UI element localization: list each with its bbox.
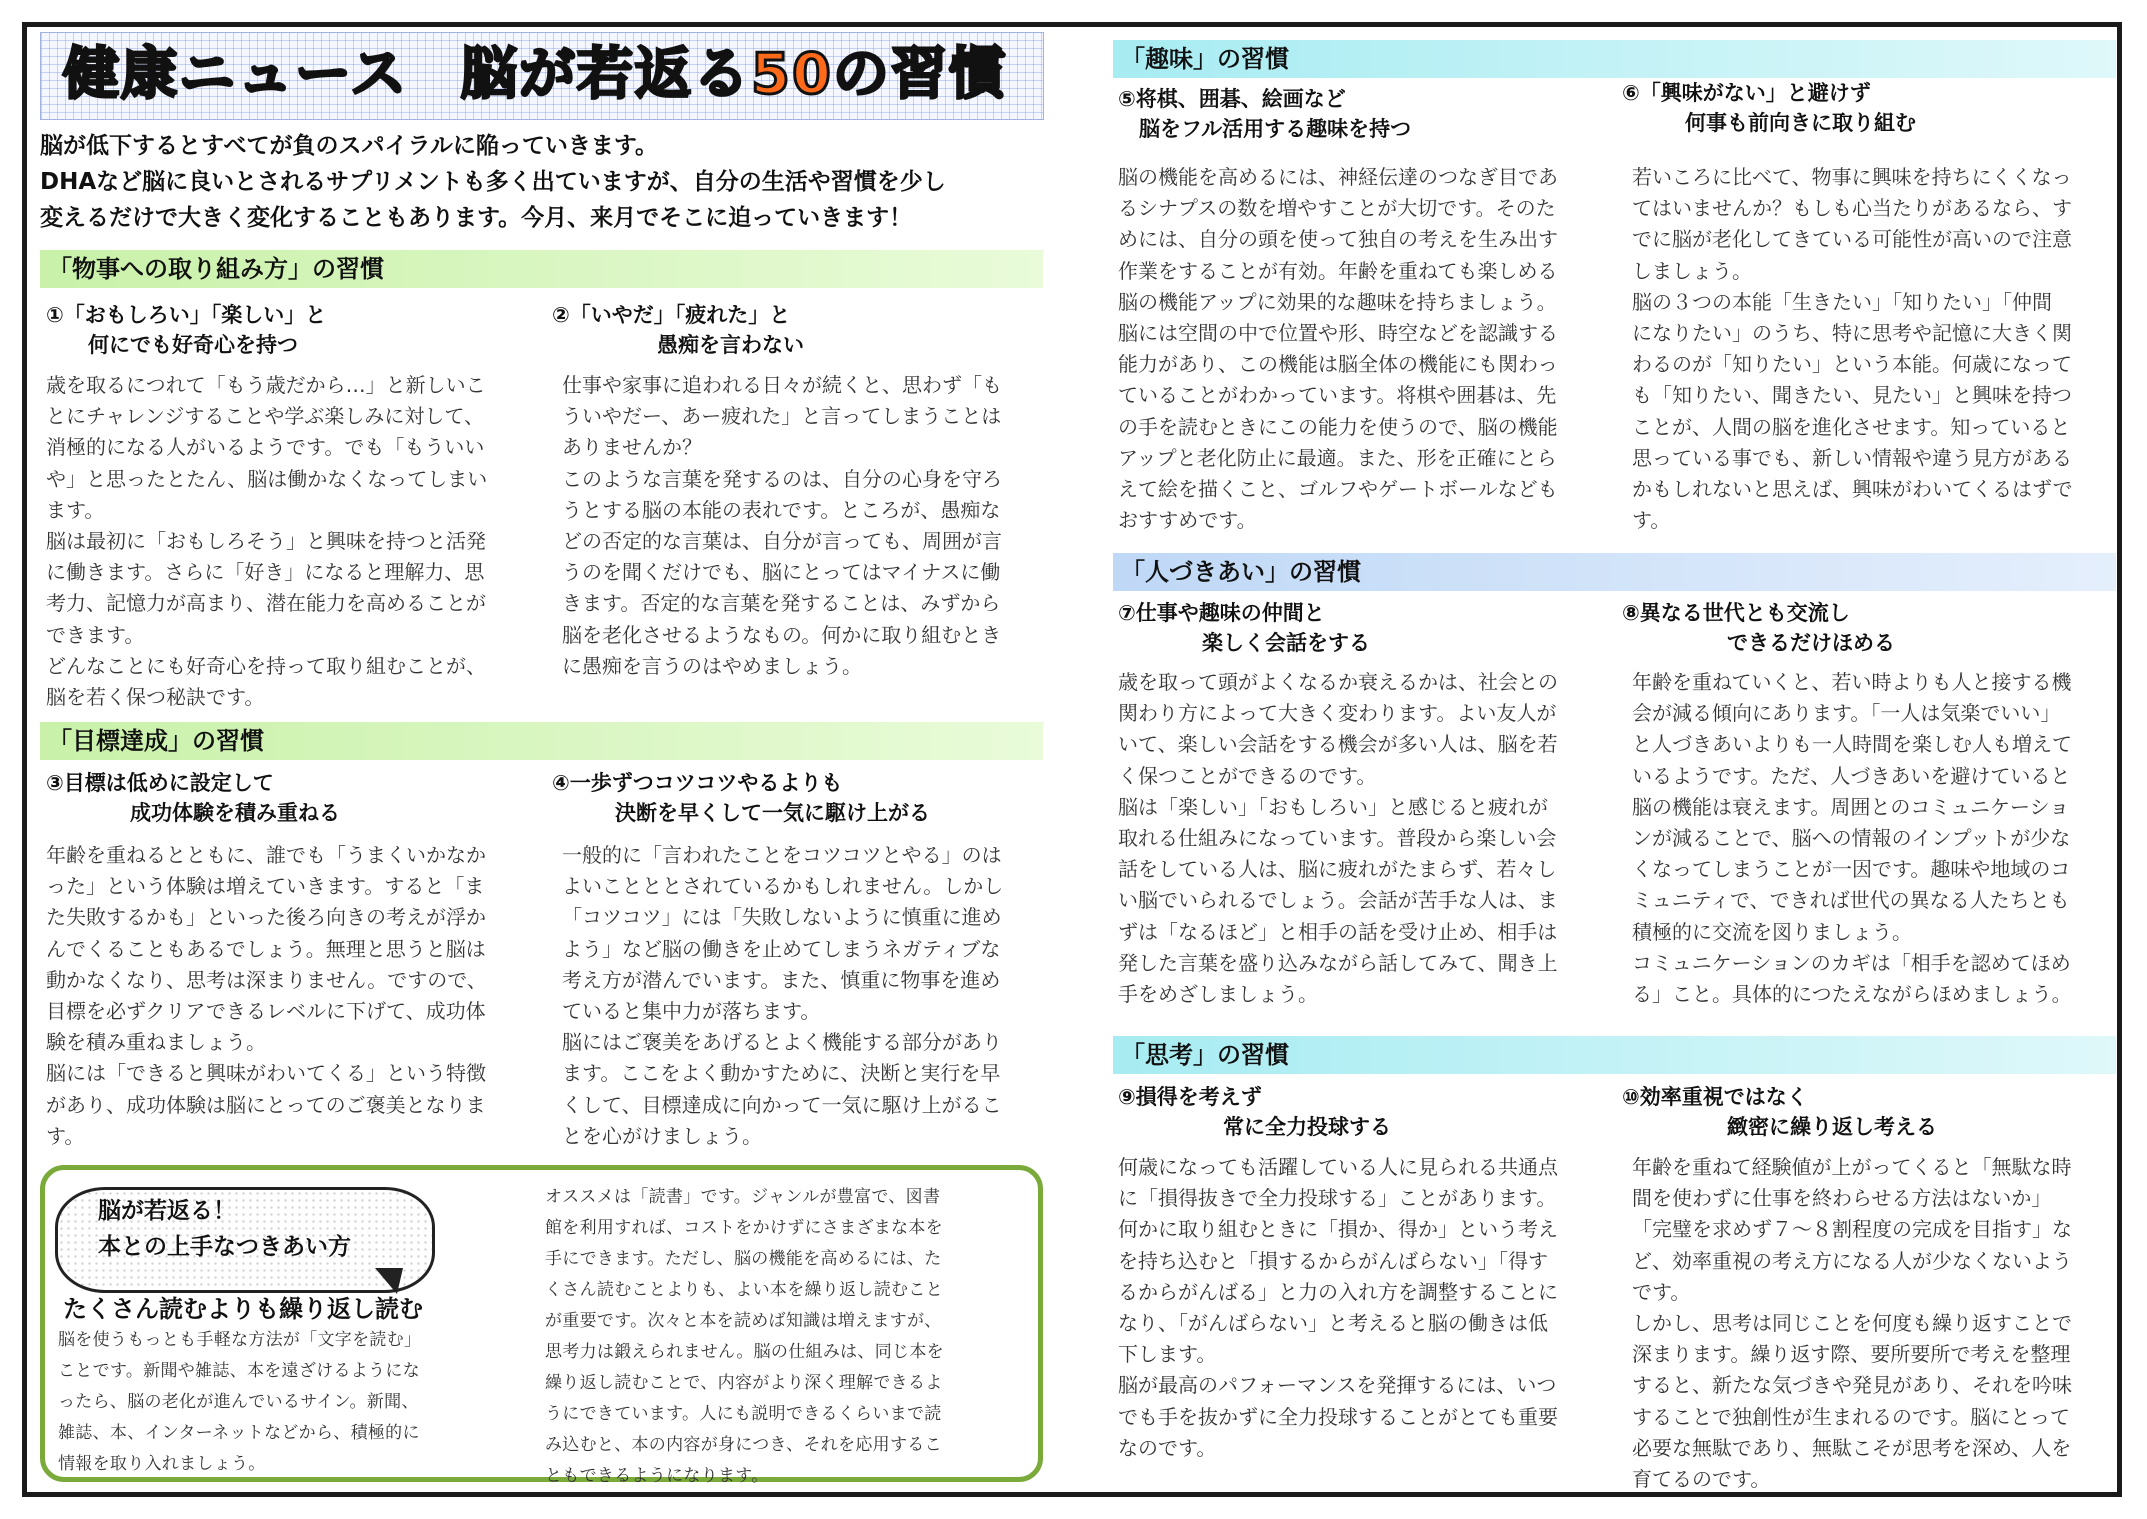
body-line: ていると集中力が落ちます。 [562,999,821,1024]
body-line: くして、目標達成に向かって一気に駆け上がるこ [562,1092,1002,1117]
section-title-approach: 「物事への取り組み方」の習慣 [40,250,1043,288]
habit-title-line: ⑦仕事や趣味の仲間と [1118,601,1325,625]
body-line: を持ち込むと「損するからがんばらない」「得す [1118,1248,1548,1273]
speech-bubble-tail [375,1268,403,1294]
body-line: 思っている事でも、新しい情報や違う見方がある [1632,445,2072,470]
body-line: ンが減ることで、脳への情報のインプットが少な [1632,826,2071,851]
body-line: すると、新たな気づきや発見があり、それを吟味 [1632,1373,2072,1398]
body-line: 脳の機能アップに効果的な趣味を持ちましょう。 [1118,289,1557,314]
intro-line: DHAなど脳に良いとされるサプリメントも多く出ていますが、自分の生活や習慣を少し [40,169,946,195]
body-line: 作業をすることが有効。年齢を重ねても楽しめる [1118,258,1558,283]
body-line: 験を積み重ねましょう。 [46,1030,266,1055]
body-line: 育てるのです。 [1632,1467,1771,1492]
body-line: かもしれないと思えば、興味がわいてくるはずで [1632,477,2073,502]
habit-body-3 [46,840,487,1152]
body-line: 館を利用すれば、コストをかけずにさまざまな本を [545,1218,943,1238]
body-line: 年齢を重ねていくと、若い時よりも人と接する機 [1632,670,2072,694]
body-line: なり、「がんばらない」と考えると脳の働きは低 [1118,1311,1548,1336]
habit-title-line: ⑩効率重視ではなく [1622,1085,1808,1109]
section-title-hobby: 「趣味」の習慣 [1113,40,2116,78]
body-line: す。 [46,1123,85,1148]
title-banner [40,32,1044,120]
body-line: 発した言葉を盛り込みながら話してみて、聞き上 [1118,950,1558,975]
habit-body-9 [1118,1152,1558,1464]
body-line: 深まります。繰り返す際、要所要所で考えを整理 [1632,1342,2071,1367]
body-line: 脳には「できると興味がわいてくる」という特徴 [46,1061,486,1086]
body-line: ったら、脳の老化が進んでいるサイン。新聞、 [58,1392,419,1412]
body-line: でに脳が老化してきている可能性が高いので注意 [1632,227,2072,252]
habit-title-line: ②「いやだ」「疲れた」と [552,303,791,327]
body-line: ミュニティで、できれば世代の異なる人たちとも [1632,888,2070,913]
body-line: ことが、人間の脳を進化させます。知っていると [1632,414,2071,439]
body-line: に「損得抜きで全力投球する」ことがあります。 [1118,1186,1557,1211]
body-line: 脳を若く保つ秘訣です。 [46,685,265,710]
body-line: る」こと。具体的につたえながらほめましょう。 [1632,982,2072,1007]
body-line: このような言葉を発するのは、自分の心身を守ろ [562,466,1002,491]
body-line: 話をしている人は、脳に疲れがたまらず、若々し [1118,857,1557,882]
habit-title-10 [1622,1082,1937,1142]
body-line: 消極的になる人がいるようです。でも「もういい [46,435,485,460]
habit-title-line: 愚痴を言わない [552,333,804,357]
body-line: った」という体験は増えていきます。すると「ま [46,874,485,899]
body-line: くさん読むことよりも、よい本を繰り返し読むこと [545,1280,943,1300]
body-line: しかし、思考は同じことを何度も繰り返すことで [1632,1311,2072,1336]
body-line: ど、効率重視の考え方になる人が少なくないよう [1632,1248,2072,1273]
habit-title-line: ⑨損得を考えず [1118,1085,1262,1109]
body-line: しましょう。 [1632,258,1752,283]
body-line: す。 [1632,508,1671,533]
body-line: があり、成功体験は脳にとってのご褒美となりま [46,1092,486,1117]
habit-title-6 [1622,78,1916,138]
body-line: 歳を取って頭がよくなるか衰えるかは、社会との [1118,670,1558,694]
habit-title-line: ④一歩ずつコツコツやるよりも [552,771,843,795]
body-line: ともできるようになります。 [545,1466,769,1486]
body-line: 仕事や家事に追われる日々が続くと、思わず「も [562,373,1002,397]
body-line: や」と思ったとたん、脳は働かなくなってしまい [46,466,488,491]
habit-body-2 [562,370,1002,682]
body-line: 考え方が潜んでいます。また、慎重に物事を進め [562,967,1001,992]
body-line: できます。 [46,622,145,647]
intro-line: 脳が低下するとすべてが負のスパイラルに陥っていきます。 [40,133,659,159]
section-title-goal: 「目標達成」の習慣 [40,722,1043,760]
body-line: ことです。新聞や雑誌、本を遠ざけるようにな [58,1361,420,1381]
body-line: 手をめざしましょう。 [1118,982,1318,1007]
body-line: 年齢を重ねて経験値が上がってくると「無駄な時 [1632,1155,2072,1179]
body-line: 何かに取り組むときに「損か、得か」という考え [1118,1217,1558,1242]
body-line: に働きます。さらに「好き」になると理解力、思 [46,560,485,585]
section-title-thinking: 「思考」の習慣 [1113,1036,2116,1074]
body-line: てはいませんか？もしも心当たりがあるなら、す [1632,196,2072,221]
body-line: いて、楽しい会話をする機会が多い人は、脳を若 [1118,732,1558,757]
habit-title-8 [1622,598,1895,658]
section-title-relations: 「人づきあい」の習慣 [1113,553,2116,591]
habit-body-7 [1118,667,1558,1010]
body-line: なのです。 [1118,1435,1217,1460]
habit-title-line: ③目標は低めに設定して [46,771,274,795]
body-line: 年齢を重ねるとともに、誰でも「うまくいかなか [46,843,486,867]
body-line: ありませんか？ [562,435,702,460]
body-line: が重要です。次々と本を読めば知識は増えますが、 [545,1311,942,1331]
book-subtitle: たくさん読むよりも繰り返し読む [63,1295,423,1323]
body-line: 目標を必ずクリアできるレベルに下げて、成功体 [46,999,486,1024]
body-line: 脳を老化させるようなもの。何かに取り組むとき [562,622,1002,647]
habit-body-6 [1632,162,2073,536]
body-line: んでくることもあるでしょう。無理と思うと脳は [46,936,486,961]
body-line: うにできています。人にも説明できるくらいまで読 [545,1404,942,1424]
body-line: 関わり方によって大きく変わります。よい友人が [1118,701,1557,726]
intro-line: 変えるだけで大きく変化することもあります。今月、来月でそこに迫っていきます！ [40,205,913,231]
habit-title-line: ⑥「興味がない」と避けず [1622,81,1871,105]
body-line: うのを聞くだけでも、脳にとってはマイナスに働 [562,560,1001,585]
body-line: 脳の３つの本能「生きたい」「知りたい」「仲間 [1632,289,2052,314]
habit-title-line: 緻密に繰り返し考える [1622,1115,1937,1139]
body-line: 思考力は鍛えられません。脳の仕組みは、同じ本を [545,1342,944,1362]
habit-title-line: 何事も前向きに取り組む [1622,111,1916,135]
body-line: いるようです。ただ、人づきあいを避けていると [1632,763,2071,788]
body-line: えて絵を描くこと、ゴルフやゲートボールなども [1118,477,1558,502]
body-line: ういやだー、あー疲れた」と言ってしまうことは [562,404,1002,429]
habit-body-8 [1632,667,2072,1010]
body-line: 手にできます。ただし、脳の機能を高めるには、た [545,1249,942,1269]
banner-left-title: 健康ニュース [63,42,409,107]
habit-title-5 [1118,84,1411,144]
body-line: た失敗するかも」といった後ろ向きの考えが浮か [46,905,486,930]
body-line: どんなことにも好奇心を持って取り組むことが、 [46,653,486,678]
body-line: 脳の機能を高めるには、神経伝達のつなぎ目であ [1118,165,1558,189]
habit-title-line: ⑤将棋、囲碁、絵画など [1118,87,1346,111]
body-line: 積極的に交流を図りましょう。 [1632,919,1912,944]
habit-title-line: 決断を早くして一気に駆け上がる [552,801,930,825]
body-line: おすすめです。 [1118,508,1257,533]
habit-body-4 [562,840,1003,1152]
body-line: コミュニケーションのカギは「相手を認めてほめ [1632,950,2071,975]
body-line: オススメは「読書」です。ジャンルが豊富で、図書 [545,1187,941,1207]
body-line: ます。 [46,497,105,522]
body-line: 「完璧を求めず７～８割程度の完成を目指す」な [1632,1217,2072,1242]
body-line: ていることがわかっています。将棋や囲碁は、先 [1118,383,1557,408]
body-line: 脳の機能は衰えます。周囲とのコミュニケーショ [1632,794,2070,819]
habit-title-line: 常に全力投球する [1118,1115,1391,1139]
body-line: 動かなくなり、思考は深まりません。ですので、 [46,967,487,992]
body-line: の手を読むときにこの能力を使うので、脳の機能 [1118,414,1558,439]
body-line: 繰り返し読むことで、内容がより深く理解できるよ [545,1373,943,1393]
habit-body-1 [46,370,487,713]
body-line: 「コツコツ」には「失敗しないように慎重に進め [562,905,1002,930]
habit-title-line: 成功体験を積み重ねる [46,801,340,825]
body-line: 脳が最高のパフォーマンスを発揮するには、いつ [1118,1373,1557,1398]
body-line: 能力があり、この機能は脳全体の機能にも関わっ [1118,352,1558,377]
body-line: でも手を抜かずに全力投球することがとても重要 [1118,1404,1558,1429]
body-line: 会が減る傾向にあります。「一人は気楽でいい」 [1632,701,2061,726]
body-line: ずは「なるほど」と相手の話を受け止め、相手は [1118,919,1558,944]
habit-title-line: ⑧異なる世代とも交流し [1622,601,1850,625]
body-line: きます。否定的な言葉を発することは、みずから [562,591,1001,616]
body-line: わるのが「知りたい」という本能。何歳になって [1632,352,2072,377]
body-line: くなってしまうことが一因です。趣味や地域のコ [1632,857,2071,882]
body-line: 雑誌、本、インターネットなどから、積極的に [58,1423,420,1443]
body-line: アップと老化防止に最適。また、形を正確にとら [1118,445,1557,470]
habit-title-line: 脳をフル活用する趣味を持つ [1118,117,1412,141]
habit-title-line: 何にでも好奇心を持つ [46,333,298,357]
body-line: と人づきあいよりも一人時間を楽しむ人も増えて [1632,732,2072,757]
body-line: よう」など脳の働きを止めてしまうネガティブな [562,936,1001,961]
body-line: 若いころに比べて、物事に興味を持ちにくくなっ [1632,165,2072,189]
bubble-line-1: 脳が若返る！ [98,1198,236,1224]
book-body-left [58,1325,421,1480]
body-line: よいことととされているかもしれません。しかし [562,874,1004,899]
body-line: 間を使わずに仕事を終わらせる方法はないか」 [1632,1186,2052,1211]
habit-title-line: 楽しく会話をする [1118,631,1370,655]
body-line: るからがんばる」と力の入れ方を調整することに [1118,1279,1558,1304]
body-line: 脳を使うもっとも手軽な方法が「文字を読む」 [58,1330,422,1350]
body-line: 必要な無駄であり、無駄こそが思考を深め、人を [1632,1435,2072,1460]
body-line: 考力、記憶力が高まり、潜在能力を高めることが [46,591,486,616]
body-line: に愚痴を言うのはやめましょう。 [562,653,862,678]
habit-title-3 [46,768,340,828]
body-line: 脳には空間の中で位置や形、時空などを認識する [1118,321,1558,346]
body-line: することで独創性が生まれるのです。脳にとって [1632,1404,2070,1429]
body-line: とを心がけましょう。 [562,1123,762,1148]
habit-title-1 [46,300,326,360]
book-body-right [545,1182,944,1492]
habit-title-line: ①「おもしろい」「楽しい」と [46,303,327,327]
habit-title-2 [552,300,804,360]
body-line: とにチャレンジすることや学ぶ楽しみに対して、 [46,404,484,429]
intro-text [40,128,1050,236]
body-line: も「知りたい、聞きたい、見たい」と興味を持つ [1632,383,2072,408]
body-line: み込むと、本の内容が身につき、それを応用するこ [545,1435,942,1455]
habit-title-9 [1118,1082,1391,1142]
body-line: 脳は「楽しい」「おもしろい」と感じると疲れが [1118,794,1548,819]
body-line: 脳にはご褒美をあげるとよく機能する部分があり [562,1030,1002,1055]
body-line: 歳を取るにつれて「もう歳だから…」と新しいこ [46,373,486,397]
body-line: 一般的に「言われたことをコツコツとやる」のは [562,843,1002,867]
banner-right-title: 脳が若返る50の習慣 [461,42,1007,107]
body-line: ます。ここをよく動かすために、決断と実行を早 [562,1061,1001,1086]
habit-body-10 [1632,1152,2072,1495]
habit-title-7 [1118,598,1370,658]
habit-body-5 [1118,162,1558,536]
body-line: るシナプスの数を増やすことが大切です。そのた [1118,196,1556,221]
bubble-line-2: 本との上手なつきあい方 [98,1234,351,1260]
body-line: めには、自分の頭を使って独自の考えを生み出す [1118,227,1558,252]
body-line: うとする脳の本能の表れです。ところが、愚痴な [562,497,1001,522]
body-line: になりたい」のうち、特に思考や記憶に大きく関 [1632,321,2072,346]
body-line: い脳でいられるでしょう。会話が苦手な人は、ま [1118,888,1558,913]
body-line: 下します。 [1118,1342,1217,1367]
habit-title-4 [552,768,930,828]
body-line: 何歳になっても活躍している人に見られる共通点 [1118,1155,1558,1179]
body-line: 脳は最初に「おもしろそう」と興味を持つと活発 [46,529,486,554]
habit-title-line: できるだけほめる [1622,631,1895,655]
body-line: く保つことができるのです。 [1118,763,1377,788]
body-line: どの否定的な言葉は、自分が言っても、周囲が言 [562,529,1002,554]
body-line: 情報を取り入れましょう。 [58,1454,266,1474]
body-line: 取れる仕組みになっています。普段から楽しい会 [1118,826,1557,851]
body-line: です。 [1632,1279,1691,1304]
